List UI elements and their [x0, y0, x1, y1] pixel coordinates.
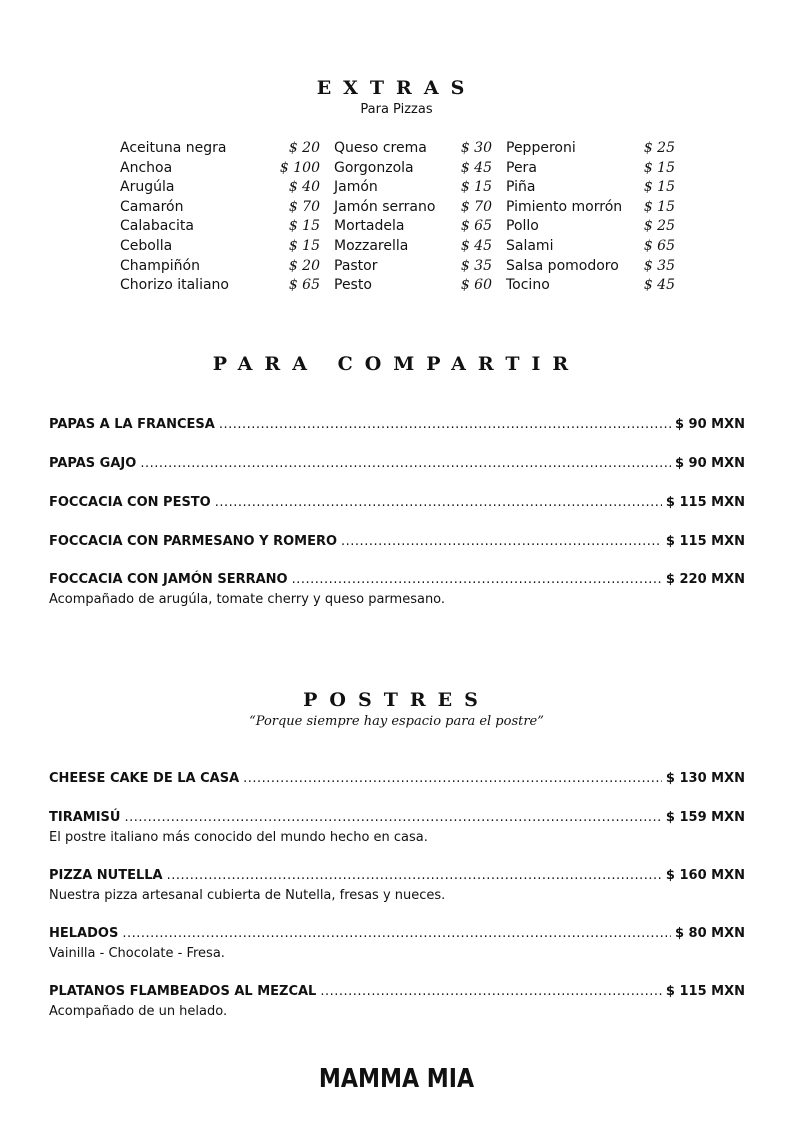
extras-item-price: $ 70	[288, 198, 320, 215]
extras-item	[334, 178, 492, 198]
menu-item-name: TIRAMISÚ	[49, 810, 121, 825]
extras-item-price: $ 45	[460, 159, 492, 176]
menu-item-price: $ 115 MXN	[665, 534, 745, 549]
extras-item-name: Chorizo italiano	[120, 277, 229, 294]
extras-item	[120, 237, 320, 257]
extras-item-name: Gorgonzola	[334, 159, 414, 176]
menu-item	[49, 494, 745, 512]
extras-item	[334, 198, 492, 218]
extras-item-name: Aceituna negra	[120, 140, 227, 156]
extras-item	[120, 139, 320, 159]
menu-item-name: PAPAS A LA FRANCESA	[49, 417, 215, 432]
extras-item-price: $ 65	[460, 218, 492, 235]
menu-item	[49, 983, 745, 1021]
extras-item-name: Anchoa	[120, 159, 173, 176]
postres-title: POSTRES	[303, 689, 490, 711]
extras-item-name: Pollo	[506, 218, 539, 235]
extras-item	[334, 276, 492, 296]
menu-item-price: $ 115 MXN	[665, 984, 745, 999]
extras-item-name: Cebolla	[120, 237, 173, 254]
extras-item-price: $ 15	[643, 159, 675, 176]
extras-item-name: Pesto	[334, 277, 372, 294]
extras-item-price: $ 100	[279, 159, 320, 176]
extras-item-price: $ 15	[288, 237, 320, 254]
menu-item	[49, 925, 745, 963]
extras-item-price: $ 35	[643, 257, 675, 274]
menu-item	[49, 809, 745, 847]
menu-item-description: Vainilla - Chocolate - Fresa.	[49, 946, 225, 961]
extras-item-price: $ 35	[460, 257, 492, 274]
menu-item-name: PAPAS GAJO	[49, 456, 137, 471]
compartir-title: PARA COMPARTIR	[212, 353, 581, 375]
menu-item-name: FOCCACIA CON JAMÓN SERRANO	[49, 572, 288, 587]
extras-item-name: Pepperoni	[506, 140, 576, 156]
extras-item	[120, 198, 320, 218]
extras-item	[506, 139, 675, 159]
menu-item-price: $ 80 MXN	[674, 926, 745, 941]
extras-item-price: $ 20	[288, 257, 320, 274]
menu-item	[49, 571, 745, 609]
extras-item-name: Jamón	[334, 179, 378, 196]
dot-leader	[243, 770, 662, 788]
extras-item-price: $ 15	[643, 198, 675, 215]
extras-item-price: $ 60	[460, 277, 492, 294]
extras-item-name: Calabacita	[120, 218, 194, 235]
extras-item-price: $ 15	[460, 179, 492, 196]
extras-item	[120, 276, 320, 296]
extras-title: EXTRAS	[316, 77, 477, 99]
extras-item	[506, 198, 675, 218]
dot-leader	[140, 455, 671, 473]
menu-item-name: FOCCACIA CON PARMESANO Y ROMERO	[49, 534, 338, 549]
extras-item	[506, 257, 675, 277]
extras-item	[120, 257, 320, 277]
extras-item-price: $ 15	[288, 218, 320, 235]
menu-item-price: $ 130 MXN	[665, 771, 745, 786]
menu-item-description: Nuestra pizza artesanal cubierta de Nutella, fresas y nueces.	[49, 888, 446, 903]
extras-item-price: $ 45	[643, 277, 675, 294]
extras-item-price: $ 65	[643, 237, 675, 254]
menu-item-price: $ 159 MXN	[665, 810, 745, 825]
menu-item	[49, 455, 745, 473]
extras-item-name: Champiñón	[120, 257, 200, 274]
extras-item-price: $ 20	[288, 140, 320, 156]
menu-item-name: CHEESE CAKE DE LA CASA	[49, 771, 240, 786]
extras-item	[334, 159, 492, 179]
extras-item	[334, 237, 492, 257]
extras-item-name: Tocino	[506, 277, 550, 294]
extras-item	[334, 257, 492, 277]
extras-item	[506, 217, 675, 237]
menu-item-price: $ 115 MXN	[665, 495, 745, 510]
extras-item-name: Mozzarella	[334, 237, 409, 254]
menu-item-name: PLATANOS FLAMBEADOS AL MEZCAL	[49, 984, 317, 999]
extras-item	[334, 139, 492, 159]
menu-item-description: El postre italiano más conocido del mundo hecho en casa.	[49, 830, 428, 845]
extras-item	[120, 217, 320, 237]
menu-item-price: $ 90 MXN	[674, 456, 745, 471]
extras-item	[506, 159, 675, 179]
extras-item	[120, 178, 320, 198]
extras-column-3	[506, 139, 675, 296]
extras-subtitle: Para Pizzas	[360, 102, 433, 117]
menu-item	[49, 770, 745, 788]
extras-item-name: Pastor	[334, 257, 378, 274]
extras-item-name: Piña	[506, 179, 536, 196]
dot-leader	[219, 416, 671, 434]
menu-item	[49, 533, 745, 551]
menu-item-name: PIZZA NUTELLA	[49, 868, 163, 883]
menu-item	[49, 867, 745, 905]
extras-item-name: Arugúla	[120, 179, 175, 196]
dot-leader	[167, 867, 662, 885]
dot-leader	[341, 533, 662, 551]
extras-item-name: Camarón	[120, 198, 184, 215]
extras-item	[334, 217, 492, 237]
extras-item-price: $ 30	[460, 140, 492, 156]
extras-item-name: Queso crema	[334, 140, 427, 156]
extras-item-name: Mortadela	[334, 218, 405, 235]
extras-item-price: $ 45	[460, 237, 492, 254]
extras-item-name: Pera	[506, 159, 537, 176]
extras-item	[120, 159, 320, 179]
menu-item-description: Acompañado de un helado.	[49, 1004, 228, 1019]
extras-column-1	[120, 139, 320, 296]
dot-leader	[292, 571, 662, 589]
menu-item-name: HELADOS	[49, 926, 119, 941]
extras-item	[506, 237, 675, 257]
mamma-mia-logo: MAMMA MIA	[318, 1064, 475, 1094]
menu-item-name: FOCCACIA CON PESTO	[49, 495, 211, 510]
extras-item-price: $ 40	[288, 179, 320, 196]
extras-item-name: Salami	[506, 237, 554, 254]
postres-subtitle: “Porque siempre hay espacio para el postre”	[249, 714, 544, 729]
extras-item	[506, 276, 675, 296]
dot-leader	[122, 925, 671, 943]
extras-item-price: $ 15	[643, 179, 675, 196]
extras-item-price: $ 25	[643, 218, 675, 235]
dot-leader	[215, 494, 662, 512]
extras-item-price: $ 65	[288, 277, 320, 294]
extras-item-name: Pimiento morrón	[506, 198, 623, 215]
extras-item-name: Jamón serrano	[334, 198, 436, 215]
dot-leader	[124, 809, 661, 827]
extras-item-name: Salsa pomodoro	[506, 257, 619, 274]
extras-item	[506, 178, 675, 198]
dot-leader	[320, 983, 662, 1001]
menu-item	[49, 416, 745, 434]
extras-column-2	[334, 139, 492, 296]
extras-item-price: $ 70	[460, 198, 492, 215]
menu-item-price: $ 90 MXN	[674, 417, 745, 432]
menu-item-price: $ 160 MXN	[665, 868, 745, 883]
extras-item-price: $ 25	[643, 140, 675, 156]
menu-item-price: $ 220 MXN	[665, 572, 745, 587]
menu-item-description: Acompañado de arugúla, tomate cherry y queso parmesano.	[49, 592, 446, 607]
